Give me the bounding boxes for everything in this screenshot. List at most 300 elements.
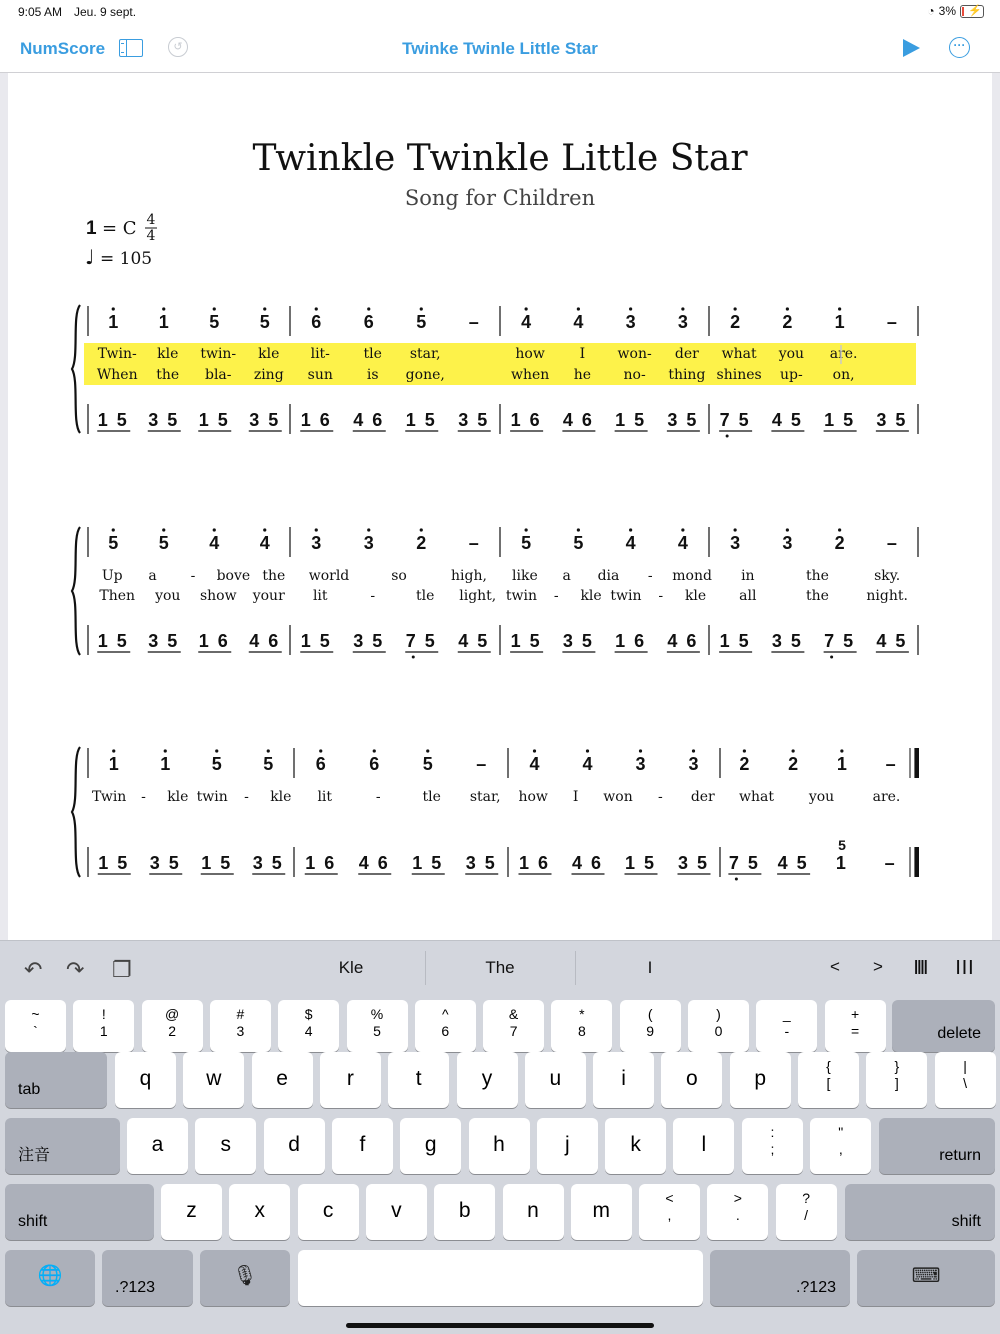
undo-history-icon[interactable]: ↺ [168,37,188,57]
key-[[interactable] [798,1052,859,1108]
key-shift-label: } [894,1058,900,1074]
lyric-syllable: der [690,789,715,805]
octave-dot [743,749,746,752]
bass-notes: 7 5 [405,631,437,651]
key-label: 7 [509,1023,518,1039]
bass-notes: 1 5 [615,410,647,430]
key-n[interactable] [503,1184,564,1240]
key-label: c [322,1199,334,1222]
tab-key[interactable] [5,1052,107,1108]
key-3[interactable] [210,1000,271,1052]
lyric-syllable: no- [623,367,646,383]
lyric-syllable: the [806,568,829,584]
melody-note: 1 [160,754,171,774]
globe-key[interactable] [5,1250,95,1306]
status-right [927,4,984,18]
key-label: 9 [646,1023,655,1039]
key-8[interactable] [551,1000,612,1052]
octave-dot [215,749,218,752]
key-i[interactable] [593,1052,654,1108]
bass-notes: 1 6 [615,631,647,651]
key-label: 0 [714,1023,723,1039]
key-shift-label: @ [164,1006,180,1022]
score-subtitle: Song for Children [404,186,596,210]
key-y[interactable] [457,1052,518,1108]
bass-notes: 1 6 [198,631,230,651]
key-shift-label: + [851,1006,860,1022]
lyric-syllable: I [572,789,579,805]
bass-notes: 3 5 [353,631,385,651]
key-f[interactable] [332,1118,393,1174]
key-shift-label: < [665,1190,674,1206]
octave-dot [367,528,370,531]
lyric-syllable: when [510,367,550,383]
octave-dot [112,307,115,310]
battery-percent: 3% [938,4,956,18]
undo-icon[interactable]: ↶ [24,957,43,982]
key-z[interactable] [161,1184,222,1240]
melody-note: 5 [422,754,433,774]
melody-note: 3 [730,533,741,553]
octave-dot [373,749,376,752]
lyric-syllable: kle [258,346,280,362]
key-label: 注音 [18,1147,51,1164]
suggestion-divider [425,951,426,985]
lyric-syllable: like [512,568,538,584]
system-brace [72,305,80,433]
lyric-syllable: sun [307,367,333,383]
bass-notes: 1 6 [300,410,332,430]
bass-notes: 3 5 [667,410,699,430]
status-date: Jeu. 9 sept. [74,5,137,19]
octave-dot [162,307,165,310]
key-label: 5 [373,1023,381,1039]
key-o[interactable] [661,1052,722,1108]
key-w[interactable] [183,1052,244,1108]
key-label: ] [894,1075,899,1091]
octave-dot [112,749,115,752]
space-bar[interactable] [298,1250,703,1306]
key-shift-label: % [370,1006,384,1022]
octave-dot [734,528,737,531]
lyric-syllable: twin- [200,346,237,362]
key-=[interactable] [825,1000,886,1052]
lyric-syllable: on, [832,367,855,383]
lyric-syllable: - [658,588,664,604]
key-shift-label: ^ [442,1006,449,1022]
key-m[interactable] [571,1184,632,1240]
key-q[interactable] [115,1052,176,1108]
key-x[interactable] [229,1184,290,1240]
lyric-syllable: lit [312,588,328,604]
key-shift-label: : [770,1124,775,1140]
lyric-syllable: - [190,568,196,584]
suggestion-1[interactable]: Kle [338,958,364,977]
dictation-key[interactable] [200,1250,290,1306]
octave-dot [525,528,528,531]
melody-note: 4 [573,312,584,332]
key-label: p [754,1067,767,1090]
numbers-key-right[interactable] [710,1250,850,1306]
key-label: y [481,1067,493,1090]
bass-notes: 3 5 [148,631,180,651]
lyric-syllable: Twin [92,789,127,805]
key-label: return [939,1147,981,1164]
return-key[interactable] [879,1118,995,1174]
bass-notes: 1 [835,853,848,873]
key-label: 3 [236,1023,245,1039]
bass-notes: 3 5 [252,853,284,873]
melody-note: 5 [211,754,222,774]
octave-dot [786,528,789,531]
bass-notes: 1 5 [405,410,437,430]
lyric-syllable: you [778,346,805,362]
key-label: l [701,1133,707,1156]
lyric-syllable: a [562,568,571,584]
bass-notes: 3 5 [148,410,180,430]
lyric-syllable: world [308,568,350,584]
lyric-syllable: your [252,588,285,604]
key-label: f [359,1133,366,1156]
key-g[interactable] [400,1118,461,1174]
key-][interactable] [866,1052,927,1108]
key-r[interactable] [320,1052,381,1108]
lyric-syllable: - [658,789,663,805]
key-label: m [592,1199,611,1222]
octave-dot [681,528,684,531]
lyric-syllable: night. [866,588,908,604]
lyric-syllable: is [366,367,379,383]
redo-icon[interactable]: ↷ [66,957,85,982]
lyric-syllable: kle [270,789,292,805]
key-2[interactable] [142,1000,203,1052]
lyric-syllable: mond [672,568,712,584]
key-e[interactable] [252,1052,313,1108]
key-6[interactable] [415,1000,476,1052]
key-shift-label: ) [716,1006,721,1022]
key-0[interactable] [688,1000,749,1052]
lyric-syllable: - [244,789,249,805]
bass-notes: 3 5 [771,631,803,651]
navigation-bar [0,26,1000,73]
key-label: 2 [168,1023,176,1039]
key-label: t [415,1067,422,1090]
key-c[interactable] [298,1184,359,1240]
lyric-syllable: star, [409,346,441,362]
lyric-syllable: up- [780,367,803,383]
lyric-syllable: you [155,588,181,604]
lyric-syllable: the [262,568,286,584]
status-time: 9:05 AM [18,5,63,19]
bass-notes: 3 5 [876,410,908,430]
paste-icon[interactable]: ❐ [112,957,132,982]
key-label: 1 [99,1023,108,1039]
key-shift-label: & [508,1006,519,1022]
lyric-syllable: - [553,588,559,604]
lyric-syllable: he [573,367,592,383]
melody-note: 1 [108,754,119,774]
lyric-syllable: what [721,346,757,362]
melody-note: 6 [311,312,322,332]
wifi-icon: ◔ [927,4,935,18]
melody-note: 5 [263,754,274,774]
lyric-syllable: dia [597,568,620,584]
onscreen-keyboard [0,994,1000,1334]
octave-dot [734,307,737,310]
lyric-syllable: show [199,588,237,604]
key-label: h [493,1133,505,1156]
key-b[interactable] [434,1184,495,1240]
suggestion-2[interactable]: The [485,958,515,977]
key-p[interactable] [730,1052,791,1108]
melody-note: 1 [158,312,169,332]
key-7[interactable] [483,1000,544,1052]
zhuyin-key[interactable] [5,1118,120,1174]
lyric-syllable: - [141,789,146,805]
lyric-syllable: what [739,789,774,805]
key-punct[interactable] [707,1184,768,1240]
play-icon[interactable] [903,39,920,57]
numbers-key-left[interactable] [102,1250,193,1306]
key-s[interactable] [195,1118,256,1174]
melody-note: 3 [688,754,699,774]
bass-notes: 3 5 [677,853,710,873]
microphone-icon: 🎙 [232,1265,258,1287]
key-label: a [151,1133,164,1156]
octave-dot [420,307,423,310]
lyric-syllable: sky. [874,568,901,584]
melody-note: 2 [788,754,799,774]
key-t[interactable] [388,1052,449,1108]
lyric-syllable: bove [216,568,251,584]
suggestion-3[interactable]: I [647,958,653,977]
key-label: o [686,1067,698,1090]
next-note-button[interactable]: > [873,957,883,976]
key-label: \ [963,1075,968,1091]
lyric-syllable: I [579,346,586,362]
key-v[interactable] [366,1184,427,1240]
lyric-syllable: zing [253,367,284,383]
melody-note: 4 [521,312,532,332]
octave-dot [164,749,167,752]
key-label: .?123 [115,1279,156,1296]
key-label: e [276,1067,288,1090]
bass-notes: 1 5 [719,631,751,651]
keyboard-toolbar [0,940,1000,995]
score-canvas[interactable] [8,73,992,940]
bass-notes: 4 6 [667,631,699,651]
lyric-syllable: won- [617,346,652,362]
key-label: ` [33,1023,38,1039]
lyric-syllable: bla- [204,367,232,383]
key-label: , [838,1141,843,1157]
key-label: z [186,1199,197,1222]
shift-left-key[interactable] [5,1184,154,1240]
key-label: r [346,1067,354,1090]
quarter-note-icon: ♩ [85,245,95,269]
lyric-syllable: twin [610,588,642,604]
melody-note: 3 [677,312,688,332]
octave-dot [367,307,370,310]
lyric-syllable: kle [684,588,707,604]
key-shift-label: ! [101,1006,106,1022]
melody-note: 3 [635,754,646,774]
key-label: 4 [304,1023,313,1039]
octave-dot [586,749,589,752]
melody-note: 2 [834,533,845,553]
sustain-dash: – [886,533,897,553]
octave-dot [577,307,580,310]
bass-notes: 1 5 [97,410,129,430]
melody-note: 5 [158,533,169,553]
melody-note: 1 [834,312,845,332]
key-label: / [804,1207,809,1223]
sustain-dash: – [468,533,479,553]
key--[interactable] [756,1000,817,1052]
key-u[interactable] [525,1052,586,1108]
back-to-library-button[interactable]: NumScore [20,39,106,58]
key-label: g [424,1133,437,1156]
key-punct[interactable] [742,1118,803,1174]
lyric-syllable: tle [363,346,382,362]
hide-keyboard-key[interactable] [857,1250,995,1306]
bass-notes: 1 6 [510,410,542,430]
melody-note: 4 [209,533,220,553]
octave-dot [267,749,270,752]
key-h[interactable] [469,1118,530,1174]
status-bar [0,0,1000,26]
key-4[interactable] [278,1000,339,1052]
key-shift-label: ( [647,1006,653,1022]
bass-notes: 3 5 [562,631,594,651]
melody-note: 3 [625,312,636,332]
bass-notes: 4 5 [777,853,809,873]
key-label: s [220,1133,232,1156]
lyric-syllable: - [375,789,381,805]
lyric-syllable: you [808,789,835,805]
key-a[interactable] [127,1118,188,1174]
key-shift-label: > [733,1190,742,1206]
key-shift-label: ? [802,1190,810,1206]
melody-note: 5 [108,533,119,553]
octave-dot [533,749,536,752]
octave-dot [426,749,429,752]
melody-note: 2 [730,312,741,332]
bass-notes: 4 5 [876,631,908,651]
lyric-syllable: are. [829,346,858,362]
melody-note: 3 [782,533,793,553]
bass-notes: 1 6 [305,853,337,873]
octave-dot [629,528,632,531]
bass-notes: 3 5 [458,410,490,430]
key-d[interactable] [264,1118,325,1174]
bass-notes: 4 6 [353,410,385,430]
key-number: 1 [86,218,97,239]
melody-note: 5 [209,312,220,332]
bass-notes: 4 6 [571,853,604,873]
lyric-syllable: are. [872,789,901,805]
melody-note: 2 [416,533,427,553]
key-label: [ [826,1075,831,1091]
lyric-syllable: kle [157,346,179,362]
key-punct[interactable] [810,1118,871,1174]
lyric-syllable: high, [451,568,487,584]
lyric-syllable: twin [196,789,228,805]
key-`[interactable] [5,1000,66,1052]
bass-notes: 1 5 [98,853,130,873]
key-5[interactable] [347,1000,408,1052]
sustain-dash: – [468,312,479,332]
lyric-syllable: - [370,588,376,604]
key-label: shift [951,1213,981,1230]
lyric-syllable: how [515,346,545,362]
melody-note: 3 [311,533,322,553]
sustain-dash: – [885,754,896,774]
octave-dot [315,307,318,310]
key-punct[interactable] [639,1184,700,1240]
double-barline-button[interactable]: |||| [914,958,927,975]
lyric-syllable: how [518,789,548,805]
key-label: v [391,1199,402,1222]
previous-note-button[interactable]: < [830,957,840,976]
key-k[interactable] [605,1118,666,1174]
delete-key[interactable] [892,1000,995,1052]
key-shift-label: | [963,1058,967,1074]
bass-notes: 7 5 [728,853,760,873]
melody-note: 4 [625,533,636,553]
final-barline [915,748,919,778]
key-label: tab [18,1081,41,1098]
key-label: 6 [441,1023,450,1039]
bass-notes: 1 5 [300,631,332,651]
score-page[interactable] [8,73,992,940]
bass-notes: 1 5 [412,853,444,873]
key-label: , [667,1207,672,1223]
key-label: i [621,1067,626,1090]
lyric-syllable: der [674,346,699,362]
key-shift-label: " [838,1124,844,1140]
lyric-syllable: the [156,367,180,383]
bass-notes: 4 5 [771,410,803,430]
home-indicator [346,1323,654,1328]
key-label: .?123 [795,1279,836,1296]
final-barline [915,847,919,877]
score-title: Twinkle Twinkle Little Star [252,138,748,179]
barline-button[interactable]: | | | [956,958,972,975]
bass-notes: 7 5 [824,631,856,651]
more-options-icon[interactable]: ··· [949,37,970,58]
bass-notes: 1 6 [518,853,551,873]
lyric-syllable: won [603,789,633,805]
key-punct[interactable] [776,1184,837,1240]
shift-right-key[interactable] [845,1184,995,1240]
bass-notes: 1 5 [201,853,233,873]
key-9[interactable] [620,1000,681,1052]
key-l[interactable] [673,1118,734,1174]
key-\[interactable] [935,1052,996,1108]
key-1[interactable] [73,1000,134,1052]
bass-notes: 1 5 [624,853,657,873]
melody-note: 6 [369,754,380,774]
lyric-syllable: Up [101,568,123,584]
lyric-syllable: twin [505,588,537,604]
key-j[interactable] [537,1118,598,1174]
key-label: k [630,1133,641,1156]
document-title[interactable]: Twinke Twinle Little Star [402,39,598,58]
lyric-syllable: tle [416,588,435,604]
lyric-syllable: kle [580,588,602,604]
octave-dot [263,528,266,531]
